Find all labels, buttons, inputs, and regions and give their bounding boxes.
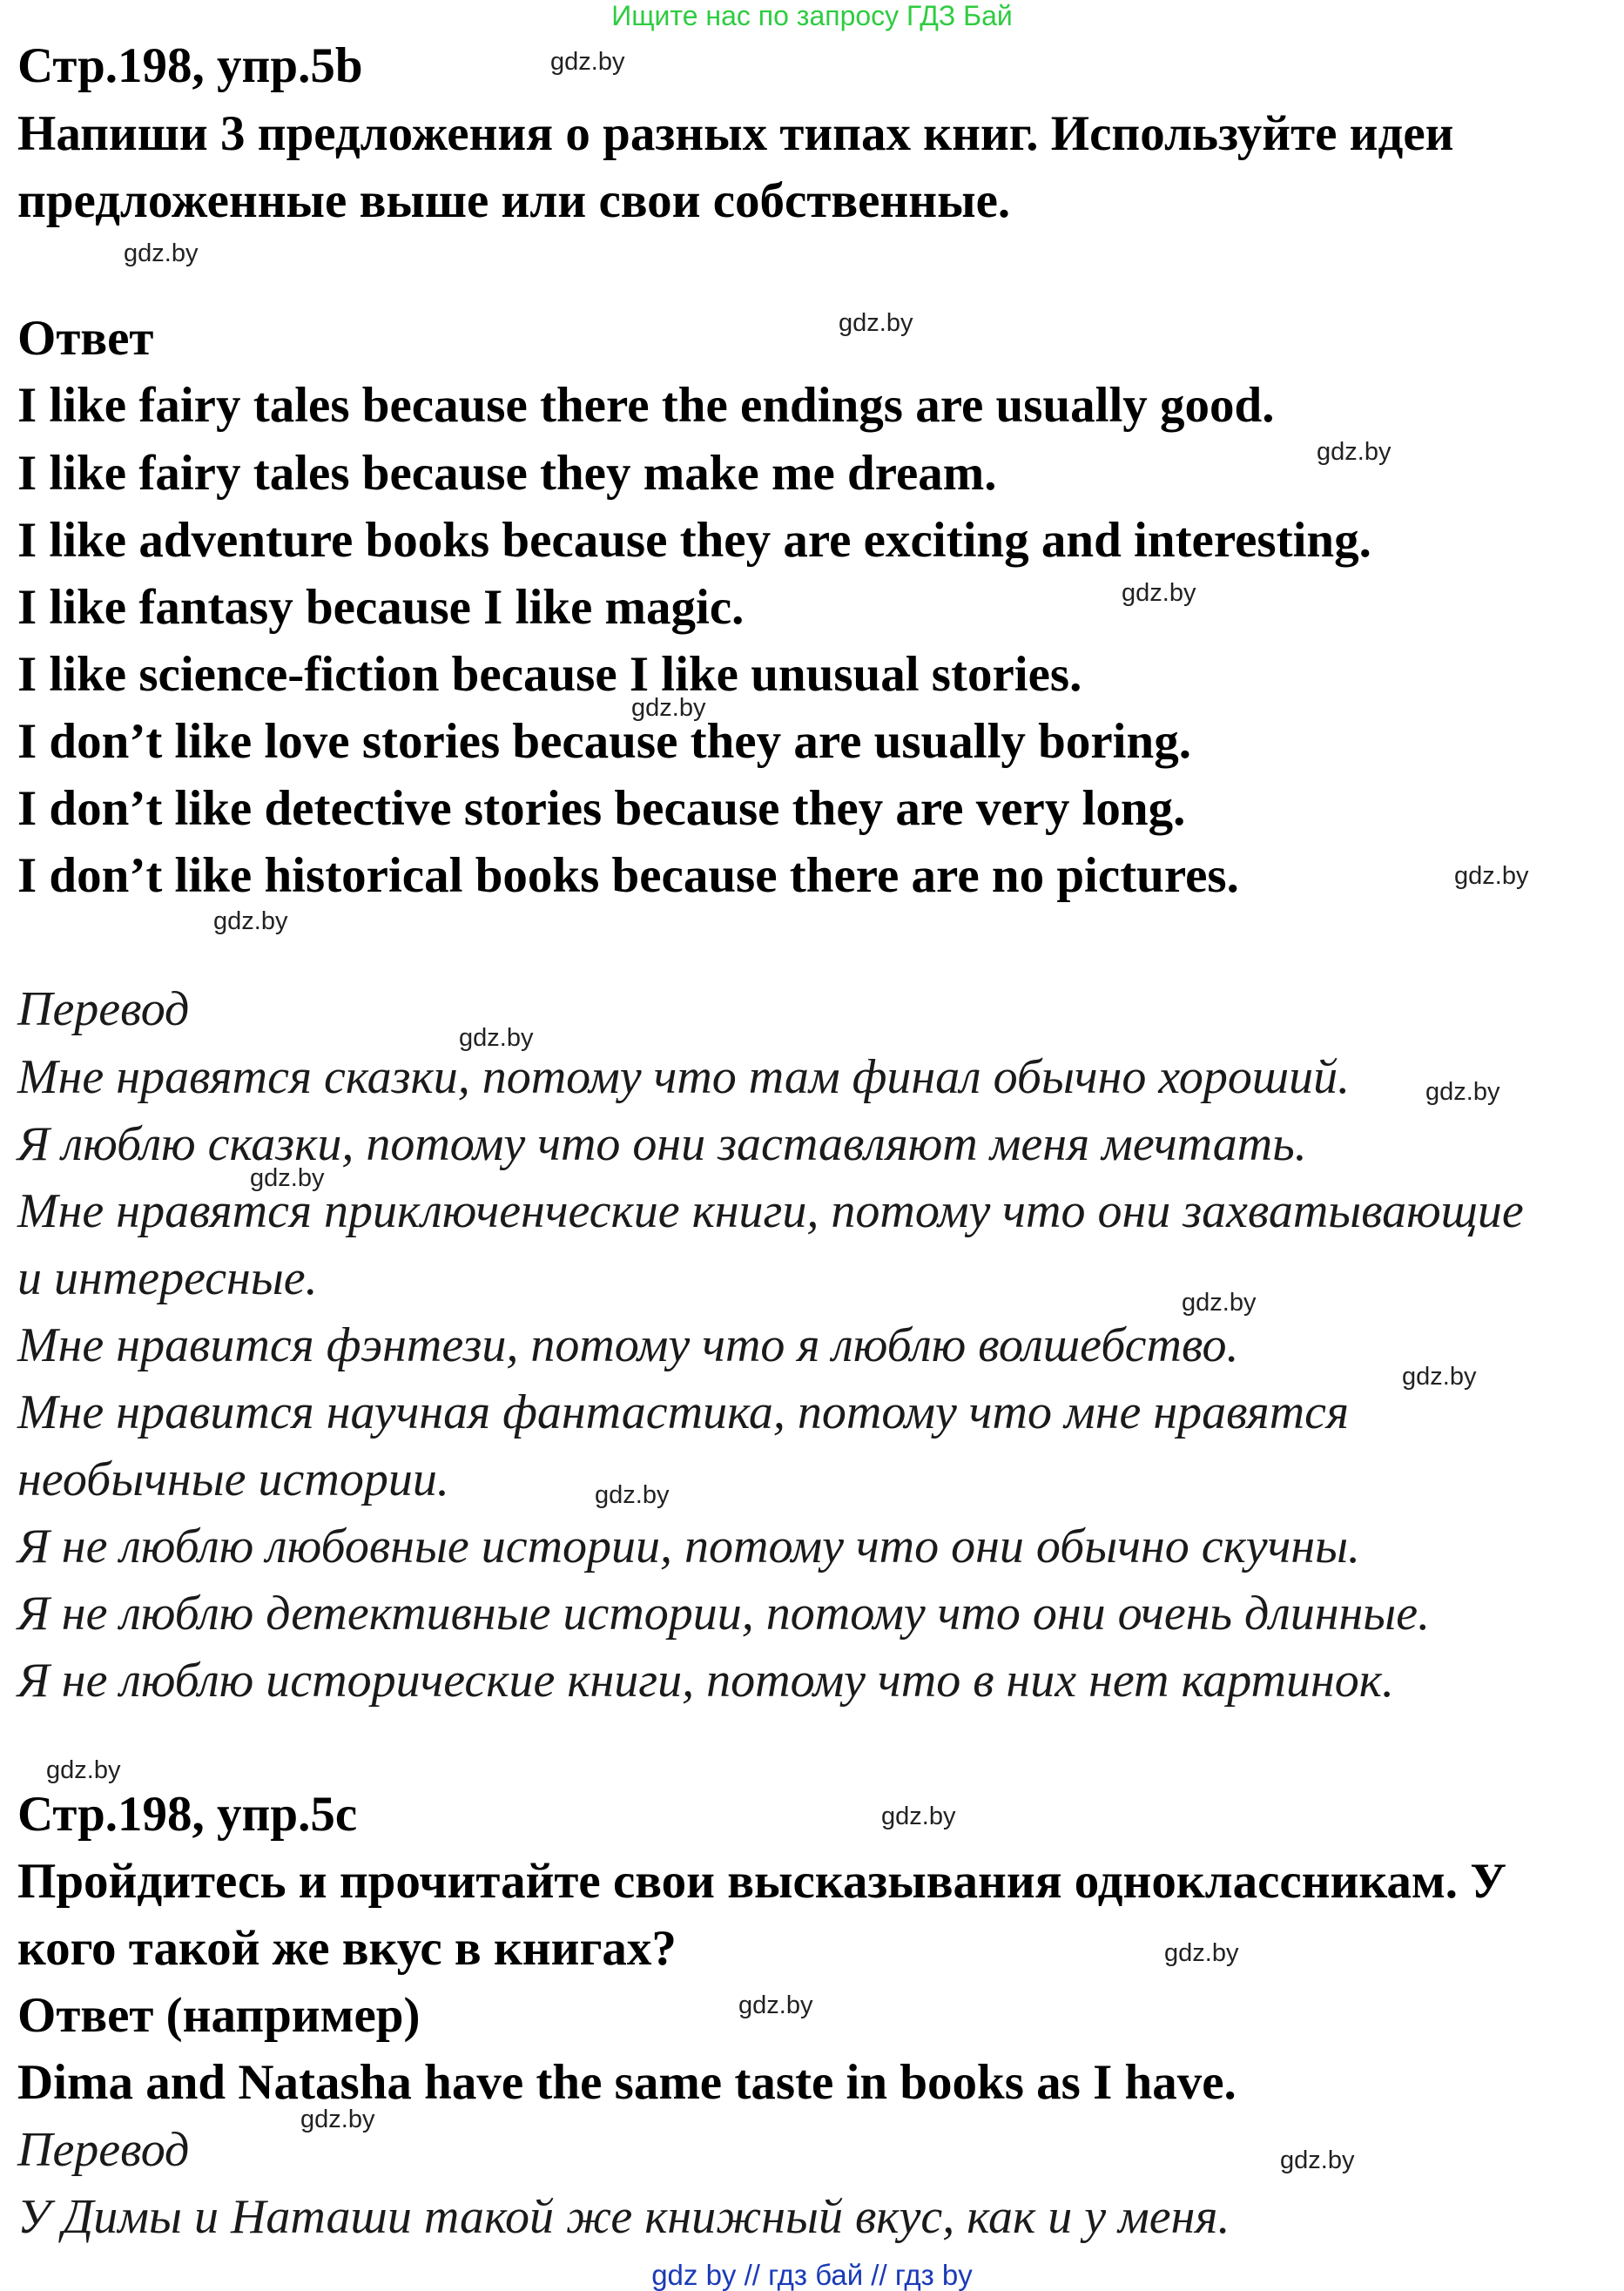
watermark: gdz.by <box>595 1481 670 1509</box>
watermark: gdz.by <box>881 1802 956 1830</box>
answer-line: I like fairy tales because there the endings are usually good. <box>17 378 1275 433</box>
watermark: gdz.by <box>1317 438 1392 466</box>
section1-task-line1: Напиши 3 предложения о разных типах книг. Используйте идеи <box>17 106 1454 161</box>
watermark: gdz.by <box>124 239 199 267</box>
watermark: gdz.by <box>631 694 706 722</box>
translation-line: Мне нравится фэнтези, потому что я люблю волшебство. <box>17 1318 1239 1372</box>
watermark: gdz.by <box>839 309 913 337</box>
translation-line: Я не люблю детективные истории, потому что они очень длинные. <box>17 1587 1431 1641</box>
watermark: gdz.by <box>1425 1078 1500 1106</box>
answer-line: I don’t like love stories because they are usually boring. <box>17 714 1191 769</box>
watermark: gdz.by <box>300 2106 375 2133</box>
watermark: gdz.by <box>550 48 625 76</box>
section2-answer-label: Ответ (например) <box>17 1988 421 2043</box>
section2-translation: У Димы и Наташи такой же книжный вкус, как и у меня. <box>17 2190 1230 2244</box>
watermark: gdz.by <box>459 1024 534 1052</box>
watermark: gdz.by <box>1454 862 1529 890</box>
translation-line: необычные истории. <box>17 1452 449 1506</box>
watermark: gdz.by <box>1122 579 1196 607</box>
translation-line: Мне нравятся приключенческие книги, потому что они захватывающие <box>17 1184 1524 1238</box>
answer-line: I like fantasy because I like magic. <box>17 580 745 635</box>
section2-answer: Dima and Natasha have the same taste in books as I have. <box>17 2055 1237 2110</box>
top-banner: Ищите нас по запросу ГДЗ Бай <box>611 0 1013 31</box>
section1-translation-label: Перевод <box>17 982 190 1036</box>
section1-title: Стр.198, упр.5b <box>17 38 363 93</box>
section1-answer-label: Ответ <box>17 311 154 366</box>
watermark: gdz.by <box>1402 1363 1477 1391</box>
section2-task-line2: кого такой же вкус в книгах? <box>17 1921 677 1976</box>
answer-line: I don’t like detective stories because they are very long. <box>17 781 1186 836</box>
bottom-banner: gdz by // гдз бай // гдз by <box>651 2259 973 2291</box>
translation-line: и интересные. <box>17 1251 318 1305</box>
answer-line: I don’t like historical books because there are no pictures. <box>17 848 1239 903</box>
watermark: gdz.by <box>1280 2146 1355 2174</box>
watermark: gdz.by <box>213 907 288 935</box>
watermark: gdz.by <box>1164 1939 1239 1967</box>
translation-line: Я не люблю исторические книги, потому что в них нет картинок. <box>17 1654 1394 1708</box>
translation-line: Я люблю сказки, потому что они заставляют меня мечтать. <box>17 1117 1307 1171</box>
answer-line: I like fairy tales because they make me dream. <box>17 446 997 501</box>
translation-line: Мне нравятся сказки, потому что там финал обычно хороший. <box>17 1050 1351 1104</box>
answer-line: I like science-fiction because I like unusual stories. <box>17 647 1082 702</box>
translation-line: Я не люблю любовные истории, потому что они обычно скучны. <box>17 1519 1361 1573</box>
watermark: gdz.by <box>250 1164 325 1192</box>
section2-translation-label: Перевод <box>17 2123 190 2177</box>
translation-line: Мне нравится научная фантастика, потому что мне нравятся <box>17 1385 1350 1439</box>
answer-line: I like adventure books because they are exciting and interesting. <box>17 513 1371 568</box>
section2-title: Стр.198, упр.5c <box>17 1787 358 1842</box>
watermark: gdz.by <box>46 1756 121 1784</box>
section2-task-line1: Пройдитесь и прочитайте свои высказывания одноклассникам. У <box>17 1854 1507 1909</box>
section1-task-line2: предложенные выше или свои собственные. <box>17 173 1011 228</box>
watermark: gdz.by <box>738 1991 813 2019</box>
watermark: gdz.by <box>1182 1289 1257 1317</box>
